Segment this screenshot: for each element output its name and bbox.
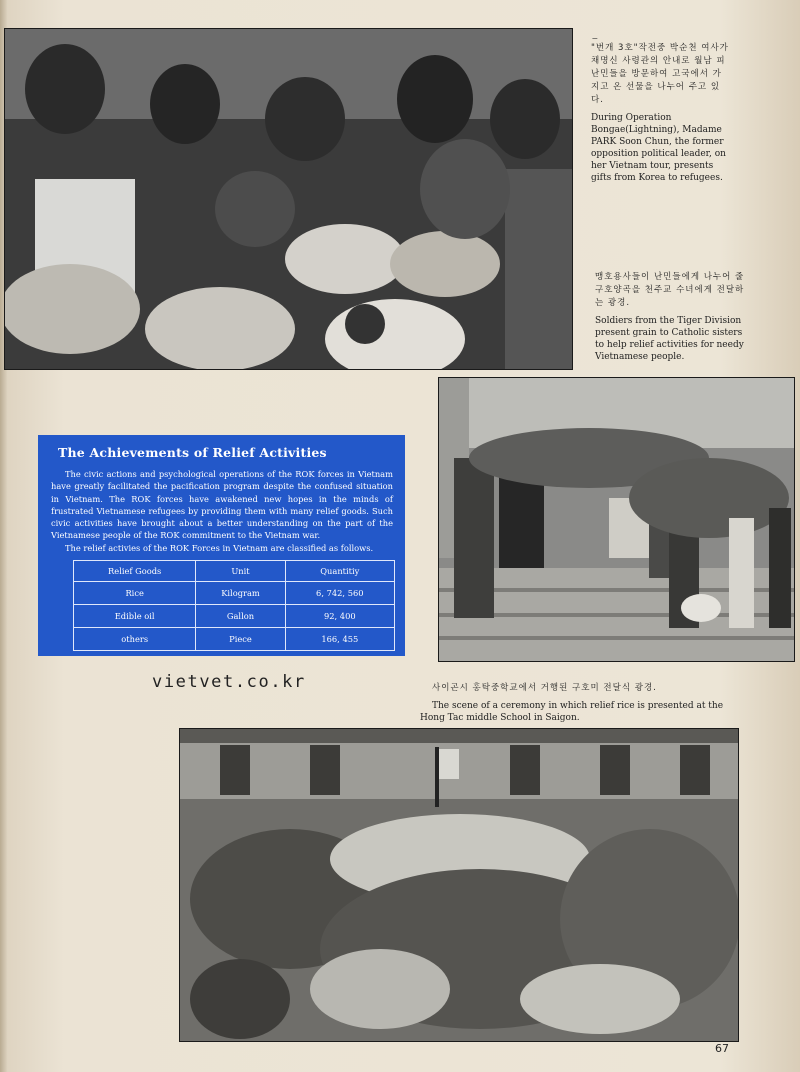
caption-park-soon-chun: [591, 42, 731, 184]
relief-box-paragraph-1: The civic actions and psychological operations of the ROK forces in Vietnam have greatly facilitated the pacification program despite the confused situation in Vietnam. The ROK forces have awakened new hopes in the minds of frustrated Vietnamese refugees by providing them with many relief goods. Such civic activities have brought about a better understanding on the part of the Vietnamese people of the ROK commitment to the Vietnam war.: [51, 469, 393, 541]
caption-tiger-korean: 맹호용사들이 난민들에게 나누어 줄 구호양곡을 천주교 수녀에게 전달하는 광경.: [595, 272, 745, 308]
table-cell-quantity: 166, 455: [285, 628, 394, 651]
table-header-row: [74, 561, 395, 582]
photo-tiger-division-grain-image: [439, 378, 794, 661]
table-cell-quantity: 6, 742, 560: [285, 582, 394, 605]
table-cell-unit: Kilogram: [196, 582, 285, 605]
table-header-quantity: Quantitiy: [285, 561, 394, 582]
photo-saigon-ceremony-image: [180, 729, 738, 1041]
photo-tiger-division-grain: [438, 377, 795, 662]
table-row: [74, 582, 395, 605]
caption-park-english: During Operation Bongae(Lightning), Madame PARK Soon Chun, the former opposition political leader, on her Vietnam tour, presents gifts from Korea to refugees.: [591, 113, 726, 183]
caption-saigon-ceremony: [420, 682, 738, 724]
table-header-unit: Unit: [196, 561, 285, 582]
photo-saigon-ceremony: [179, 728, 739, 1042]
caption-saigon-korean: 사이곤시 홍탁중학교에서 거행된 구호미 전달식 광경.: [432, 683, 657, 693]
relief-box-paragraph-2: The relief activies of the ROK Forces in Vietnam are classified as follows.: [65, 542, 374, 553]
page-number: 67: [715, 1042, 729, 1055]
table-cell-goods: Rice: [74, 582, 196, 605]
caption-tiger-division: [595, 271, 751, 363]
relief-activities-box: [38, 435, 405, 656]
caption-park-korean: "번개 3호"작전중 박순천 여사가 채명신 사령관의 안내로 월남 피난민들을 방문하여 고국에서 가지고 온 선물을 나누어 주고 있다.: [591, 43, 729, 105]
caption-tiger-english: Soldiers from the Tiger Division present grain to Catholic sisters to help relief activities for needy Vietnamese people.: [595, 316, 744, 362]
website-watermark: vietvet.co.kr: [152, 672, 306, 692]
relief-box-title: The Achievements of Relief Activities: [58, 445, 327, 460]
caption-saigon-english: The scene of a ceremony in which relief rice is presented at the Hong Tac middle School in Saigon.: [420, 701, 724, 723]
table-cell-goods: Edible oil: [74, 605, 196, 628]
page-mark: ‒: [592, 34, 598, 44]
table-cell-unit: Piece: [196, 628, 285, 651]
table-cell-goods: others: [74, 628, 196, 651]
table-cell-quantity: 92, 400: [285, 605, 394, 628]
table-header-relief-goods: Relief Goods: [74, 561, 196, 582]
table-row: [74, 605, 395, 628]
table-row: [74, 628, 395, 651]
photo-refugee-gifts-image: [5, 29, 572, 369]
table-cell-unit: Gallon: [196, 605, 285, 628]
relief-goods-table: [73, 560, 395, 651]
photo-refugee-gifts: [4, 28, 573, 370]
